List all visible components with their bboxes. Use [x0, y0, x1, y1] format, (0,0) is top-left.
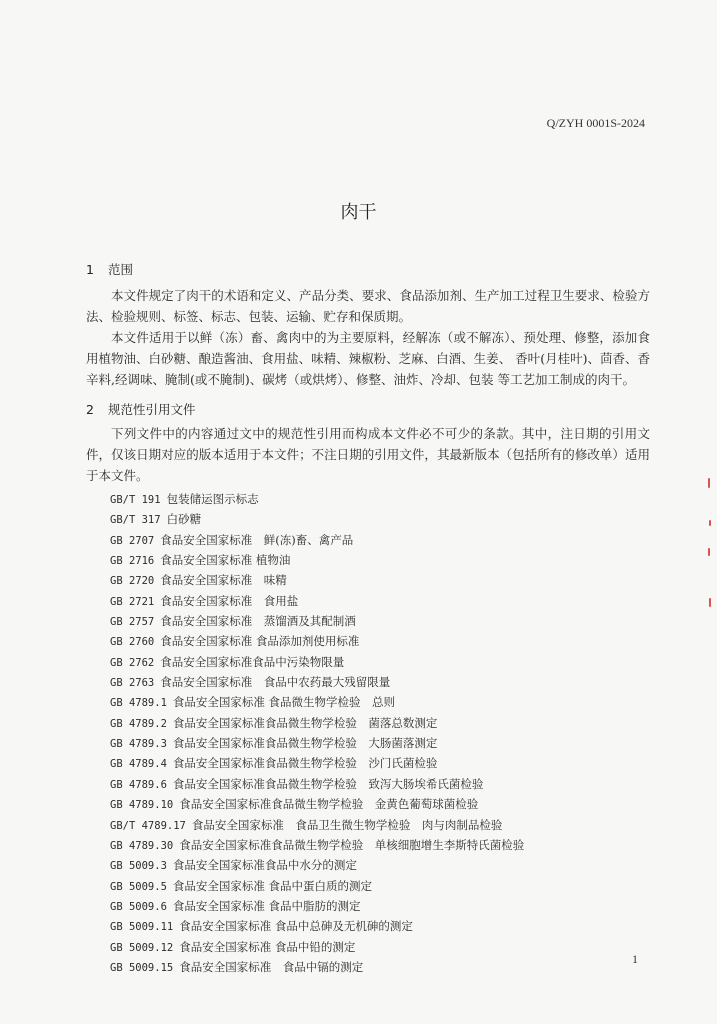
reference-title: 食品安全国家标准食品中污染物限量: [160, 654, 345, 669]
reference-code: GB/T 4789.17: [110, 819, 186, 832]
reference-code: GB 5009.3: [110, 860, 167, 873]
reference-title: 食品安全国家标准 植物油: [160, 553, 291, 568]
reference-code: GB 2707: [110, 534, 155, 547]
reference-title: 食品安全国家标准 味精: [160, 573, 287, 588]
reference-title: 食品安全国家标准 食品微生物学检验 总则: [172, 695, 396, 710]
reference-code: GB/T 191: [110, 494, 161, 506]
reference-code: GB 4789.30: [110, 839, 174, 852]
margin-mark: [709, 520, 711, 526]
reference-item: [110, 693, 524, 713]
reference-code: GB 5009.11: [110, 921, 174, 934]
margin-mark: [708, 478, 710, 488]
reference-title: 食品安全国家标准 食品中蛋白质的测定: [172, 878, 373, 893]
reference-item: [110, 754, 524, 774]
reference-item: [110, 958, 524, 978]
reference-item: [110, 510, 524, 530]
section-1-heading: [86, 260, 133, 278]
reference-item: [110, 816, 524, 836]
reference-code: GB 2721: [110, 595, 155, 608]
reference-code: GB 2762: [110, 656, 155, 669]
reference-title: 白砂糖: [166, 512, 202, 527]
reference-title: 食品安全国家标准 食品中镉的测定: [179, 959, 364, 974]
page-number: 1: [632, 952, 638, 966]
reference-item: [110, 653, 524, 673]
reference-title: 食品安全国家标准食品微生物学检验 沙门氏菌检验: [172, 756, 438, 771]
section-1-number: 1: [86, 262, 94, 277]
reference-item: [110, 775, 524, 795]
reference-code: GB/T 317: [110, 514, 161, 527]
reference-code: GB 2760: [110, 636, 155, 649]
reference-code: GB 2716: [110, 555, 155, 568]
reference-title: 食品安全国家标准 食品卫生微生物学检验 肉与肉制品检验: [191, 817, 503, 832]
reference-title: 食品安全国家标准食品微生物学检验 致泻大肠埃希氏菌检验: [172, 776, 484, 791]
reference-title: 食品安全国家标准 蒸馏酒及其配制酒: [160, 614, 356, 629]
reference-item: [110, 551, 524, 571]
section-2-heading: [86, 400, 196, 418]
reference-title: 食品安全国家标准食品微生物学检验 大肠菌落测定: [172, 736, 438, 751]
reference-code: GB 5009.5: [110, 880, 167, 893]
reference-item: [110, 571, 524, 591]
reference-item: [110, 632, 524, 652]
reference-title: 食品安全国家标准食品微生物学检验 菌落总数测定: [172, 715, 438, 730]
reference-title: 食品安全国家标准食品中水分的测定: [172, 858, 357, 873]
reference-item: [110, 592, 524, 612]
reference-title: 食品安全国家标准 鲜(冻)畜、禽产品: [160, 532, 354, 547]
reference-title: 食品安全国家标准食品微生物学检验 单核细胞增生李斯特氏菌检验: [179, 837, 525, 852]
reference-item: [110, 917, 524, 937]
reference-code: GB 2763: [110, 677, 155, 690]
reference-code: GB 5009.6: [110, 900, 167, 913]
reference-code: GB 4789.3: [110, 738, 167, 751]
reference-item: [110, 938, 524, 958]
reference-item: [110, 734, 524, 754]
reference-code: GB 5009.12: [110, 941, 174, 954]
reference-item: [110, 897, 524, 917]
reference-item: [110, 673, 524, 693]
reference-code: GB 4789.2: [110, 717, 167, 730]
reference-title: 食品安全国家标准 食品中脂肪的测定: [172, 898, 361, 913]
reference-code: GB 4789.6: [110, 778, 167, 791]
reference-item: [110, 612, 524, 632]
reference-item: [110, 856, 524, 876]
reference-title: 食品安全国家标准 食品添加剂使用标准: [160, 634, 360, 649]
reference-item: [110, 836, 524, 856]
reference-code: GB 4789.4: [110, 758, 167, 771]
section-1-title: 范围: [107, 262, 133, 277]
reference-code: GB 2720: [110, 575, 155, 588]
section-2-number: 2: [86, 402, 94, 417]
section-2-paragraph-1: 下列文件中的内容通过文中的规范性引用而构成本文件必不可少的条款。其中，注日期的引用文件，仅该日期对应的版本适用于本文件；不注日期的引用文件，其最新版本（包括所有的修改单）适用于本文件。: [86, 426, 650, 483]
reference-list: [110, 490, 524, 978]
margin-mark: [709, 598, 711, 607]
reference-title: 食品安全国家标准 食品中农药最大残留限量: [160, 675, 391, 690]
reference-item: [110, 877, 524, 897]
reference-code: GB 4789.1: [110, 697, 167, 710]
reference-title: 食品安全国家标准食品微生物学检验 金黄色葡萄球菌检验: [179, 797, 479, 812]
reference-item: [110, 490, 524, 510]
margin-mark: [708, 548, 710, 556]
standard-number: Q/ZYH 0001S-2024: [546, 116, 645, 130]
reference-title: 食品安全国家标准 食品中总砷及无机砷的测定: [179, 919, 413, 934]
section-2-title: 规范性引用文件: [107, 402, 196, 417]
reference-item: [110, 714, 524, 734]
reference-code: GB 2757: [110, 616, 155, 629]
reference-title: 食品安全国家标准 食用盐: [160, 593, 299, 608]
reference-code: GB 4789.10: [110, 799, 174, 812]
section-1-paragraph-2: 本文件适用于以鲜（冻）畜、禽肉中的为主要原料，经解冻（或不解冻）、预处理、修整，添加食用植物油、白砂糖、酿造酱油、食用盐、味精、辣椒粉、芝麻、白酒、生姜、 香叶(月桂叶)、茴香、香辛料,经调味、腌制(或不腌制)、碳烤（或烘烤）、修整、油炸、冷却、包装 等工艺加工制成的肉干。: [86, 330, 650, 387]
reference-item: [110, 795, 524, 815]
reference-title: 食品安全国家标准 食品中铅的测定: [179, 939, 356, 954]
reference-title: 包装储运图示标志: [166, 492, 259, 506]
section-1-paragraph-1: 本文件规定了肉干的术语和定义、产品分类、要求、食品添加剂、生产加工过程卫生要求、检验方法、检验规则、标签、标志、包装、运输、贮存和保质期。: [86, 288, 650, 324]
document-title: 肉干: [340, 202, 377, 223]
reference-item: [110, 531, 524, 551]
reference-code: GB 5009.15: [110, 961, 174, 974]
